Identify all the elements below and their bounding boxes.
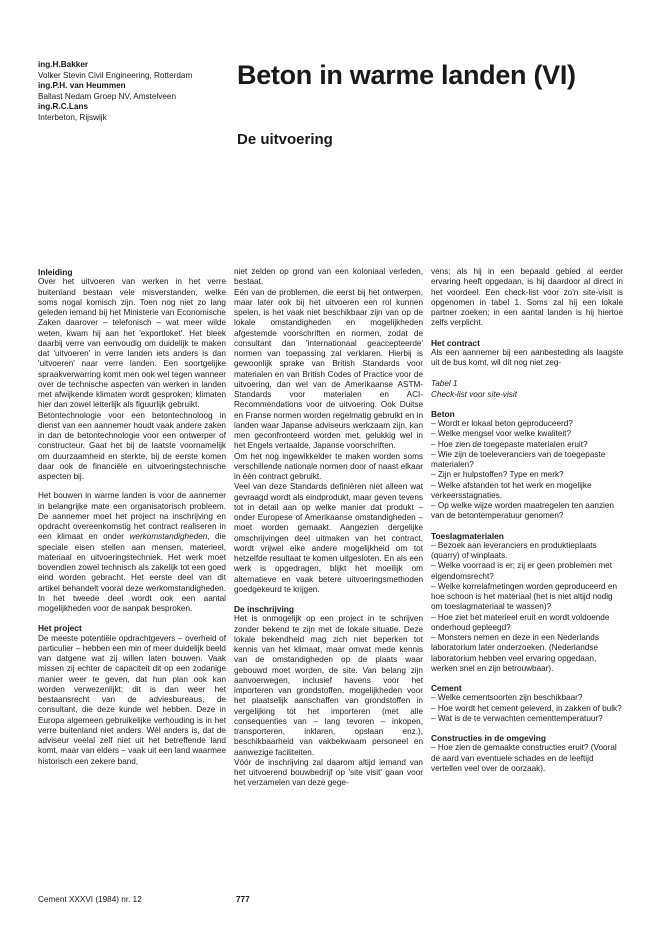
paragraph: vens; als hij in een bepaald gebied al eerder ervaring heeft opgedaan, is hij daardoor al direct in het voordeel. Een check-list voor zo'n site-visit is opgenomen in tabel 1. Soms zal hij een lokale partner zoeken; in een aantal landen is hij hiertoe zelfs verplicht. — [431, 267, 623, 328]
paragraph: Vóór de inschrijving zal daarom altijd iemand van het uitvoerend bouwbedrijf op 'site visit' gaan voor het verzamelen van deze gege- — [234, 757, 423, 788]
author-name: ing.P.H. van Heummen — [38, 81, 126, 91]
paragraph: Veel van deze Standards definiëren niet alleen wat gevraagd wordt als eindprodukt, maar geven tevens tot in detail aan op welke manier dat produkt – onder Europese of Amerikaanse omstandigheden – moet worden gemaakt. Aangezien dergelijke omschrijvingen deel uitmaken van het contract, wordt vrijwel elke andere mogelijkheid om tot hetzelfde resultaat te komen uitgesloten. En als een werk is opgedragen, blijkt het moeilijk om alternatieve en vaak betere uitvoeringsmethoden goedgekeurd te krijgen. — [234, 482, 423, 594]
author-affiliation: Ballast Nedam Groep NV, Amstelveen — [38, 91, 177, 101]
checklist-item: – Bezoek aan leveranciers en produktieplaats (quarry) of winplaats. — [431, 540, 597, 561]
section-heading-contract: Het contract — [431, 337, 480, 348]
table-caption — [431, 379, 623, 400]
checklist-item: – Hoe wordt het cement geleverd, in zakken of bulk? — [431, 703, 622, 713]
text-column-3 — [431, 267, 623, 774]
text-column-1 — [38, 267, 226, 767]
checklist-item: – Hoe zien de gemaakte constructies eruit? (Vooral de aard van eventuele schades en de leeftijd vertellen veel over de oorzaak). — [431, 743, 617, 773]
checklist-item: – Welke cementsoorten zijn beschikbaar? — [431, 693, 583, 703]
paragraph: Het is onmogelijk op een project in te schrijven zonder bekend te zijn met de lokale situatie. Deze lokale bekendheid mag zich niet beperken tot kennis van het klimaat, maar omvat mede kennis van de omstandigheden op de plaats waar gebouwd moet worden, de site. Van belang zijn aanvoerwegen, inclusief havens voor het importeren van grondstoffen, mogelijkheden voor het plaatselijk aanschaffen van grondstoffen in vergelijking tot het importeren (met alle consequenties van – lang tevoren – inkopen, transporteren, inklaren, opslaan enz.), beschikbaarheid van vakbekwaam personeel en aanwezige faciliteiten. — [234, 614, 423, 757]
checklist-item: – Wie zijn de toeleveranciers van de toegepaste materialen? — [431, 449, 606, 470]
checklist-item: – Welke afstanden tot het werk en mogelijke verkeersstagnaties. — [431, 480, 592, 500]
checklist-item: – Welke mengsel voor welke kwaliteit? — [431, 429, 572, 439]
checklist-item: – Welke korrelafmetingen worden geproduceerd en hoe schoon is het materiaal (het is niet altijd nodig om toeslagmateriaal te wassen)? — [431, 581, 617, 612]
paragraph: Het bouwen in warme landen is voor de aannemer in belangrijke mate een organisatorisch probleem. De aannemer moet het project na inschrijving en opdracht overeenkomstig het contract realiseren in een klimaat en onder werkomstandigheden, die speciale eisen stellen aan mensen, materieel, materiaal en uitvoeringstechniek. Het werk moet bovendien zowel technisch als zakelijk tot een goed eind worden gebracht. Het eerste deel van dit artikel behandelt vooral deze werkomstandigheden. In het tweede deel wordt ook een aantal mogelijkheden voor de aanpak besproken. — [38, 491, 226, 614]
checklist-item: – Zijn er hulpstoffen? Type en merk? — [431, 470, 564, 480]
author-name: ing.R.C.Lans — [38, 102, 89, 112]
checklist-item: – Welke voorraad is er; zij er geen problemen met eigendomsrecht? — [431, 561, 612, 581]
text-column-2 — [234, 267, 423, 789]
article-subtitle: De uitvoering — [237, 131, 333, 148]
checklist-section — [431, 409, 623, 522]
table-label: Tabel 1 — [431, 379, 458, 389]
checklist-item: – Monsters nemen en deze in een Nederlands laboratorium later onderzoeken. (Nederlandse laboratorium hebben veel ervaring opgedaan, werken snel en zijn betrouwbaar). — [431, 633, 599, 673]
section-heading-inschrijving: De inschrijving — [234, 604, 295, 614]
section-heading-project: Het project — [38, 623, 82, 634]
checklist-item: – Hoe zien de toegepaste materialen eruit? — [431, 439, 588, 449]
paragraph: De meeste potentiële opdrachtgevers – overheid of particulier – hebben een min of meer duidelijk beeld van datgene wat zij willen laten bouwen. Vaak missen zij echter de capaciteit dit op een zodanige manier weer te geven, dat hun plan ook kan worden verwezenlijkt; dit is dan weer het bestaansrecht van de adviesbureaus, de consultant, die deze kunde wel hebben. Deze in Europa algemeen gebruikelijke verhouding is in het verre buitenland niet anders. Wèl anders is, dat de adviseur veelal zelf niet uit het betreffende land komt, maar van elders – vaak uit een land waarmee historisch een zekere band, — [38, 633, 226, 766]
paragraph: niet zelden op grond van een koloniaal verleden, bestaat. — [234, 267, 423, 287]
author-name: ing.H.Bakker — [38, 60, 89, 69]
checklist-heading: Beton — [431, 408, 455, 419]
author-affiliation: Interbeton, Rijswijk — [38, 112, 107, 122]
journal-reference: Cement XXXVI (1984) nr. 12 — [38, 895, 142, 904]
checklist-heading: Constructies in de omgeving — [431, 733, 546, 744]
checklist-item: – Hoe ziet het materieel eruit en wordt voldoende onderhoud gepleegd? — [431, 612, 610, 632]
checklist-item: – Wordt er lokaal beton geproduceerd? — [431, 419, 573, 429]
checklist-heading: Toeslagmaterialen — [431, 530, 504, 541]
checklist-section — [431, 531, 623, 675]
checklist-section — [431, 683, 623, 724]
page-number: 777 — [236, 895, 250, 904]
author-block — [38, 60, 228, 124]
article-title: Beton in warme landen (VI) — [237, 60, 576, 90]
emphasis-text: werkomstandigheden — [129, 532, 208, 542]
paragraph: Eén van de problemen, die eerst bij het ontwerpen, maar later ook bij het uitvoeren een rol kunnen spelen, is het vaak niet beschikbaar zijn van op de lokale omstandigheden en mogelijkheden afgestemde voorschriften en normen, zodat de consultant dan 'internationaal geaccepteerde' normen van toepassing zal verklaren. Hierbij is gewoonlijk sprake van British Standards voor materialen en van British Codes of Practice voor de uitvoering, dan wel van de Amerikaanse ASTM-Standards voor materialen en ACI-Recommendations voor de uitvoering. Ook Duitse en Franse normen worden regelmatig gebruikt en in landen waar Japanse adviseurs werkzaam zijn, kan men geconfronteerd worden met, gelukkig wel in het Engels vertaalde, Japanse voorschriften. — [234, 287, 423, 451]
paragraph: Om het nog ingewikkelder te maken worden soms verschillende nationale normen door of naast elkaar in één contract gebruikt. — [234, 451, 423, 481]
paragraph: Als een aannemer bij een aanbesteding als laagste uit de bus komt, wil dit nog niet zeg- — [431, 347, 623, 368]
section-heading-inleiding: Inleiding — [38, 267, 73, 277]
author-affiliation: Volker Stevin Civil Engineering, Rotterdam — [38, 70, 193, 80]
checklist-item: – Wat is de te verwachten cementtemperatuur? — [431, 713, 603, 723]
table-title: Check-list voor site-visit — [431, 389, 517, 399]
paragraph: Betontechnologie voor een betontechnoloog in dienst van een aannemer houdt vaak andere zaken in dan de betontechnologie voor een ontwerper of constructeur. Gaat het bij de laatste voornamelijk om duurzaamheid en sterkte, bij de eerste komen daar ook de financiële en uitvoeringstechnische aspecten bij. — [38, 410, 226, 482]
checklist-section — [431, 733, 623, 774]
checklist-item: – Op welke wijze worden maatregelen ten aanzien van de betontemperatuur genomen? — [431, 501, 614, 521]
checklist-heading: Cement — [431, 683, 462, 694]
paragraph: Over het uitvoeren van werken in het verre buitenland bestaan vele misverstanden, welke soms nogal komisch zijn. Toen nog niet zo lang geleden iemand bij het Ministerie van Economische Zaken daarover – telefonisch – wat meer wilde weten, kwam hij aan het 'exportloket'. Het bleek daarbij verre van eenvoudig om duidelijk te maken dat 'uitvoeren' in verre landen iets anders is dan 'uitvoeren' naar verre landen. Een soortgelijke spraakverwarring komt men ook wel tegen wanneer over de technische aspecten van werken in landen met afwijkende klimaten wordt gesproken; klimaten hier dan zowel letterlijk als figuurlijk gebruikt. — [38, 277, 226, 410]
